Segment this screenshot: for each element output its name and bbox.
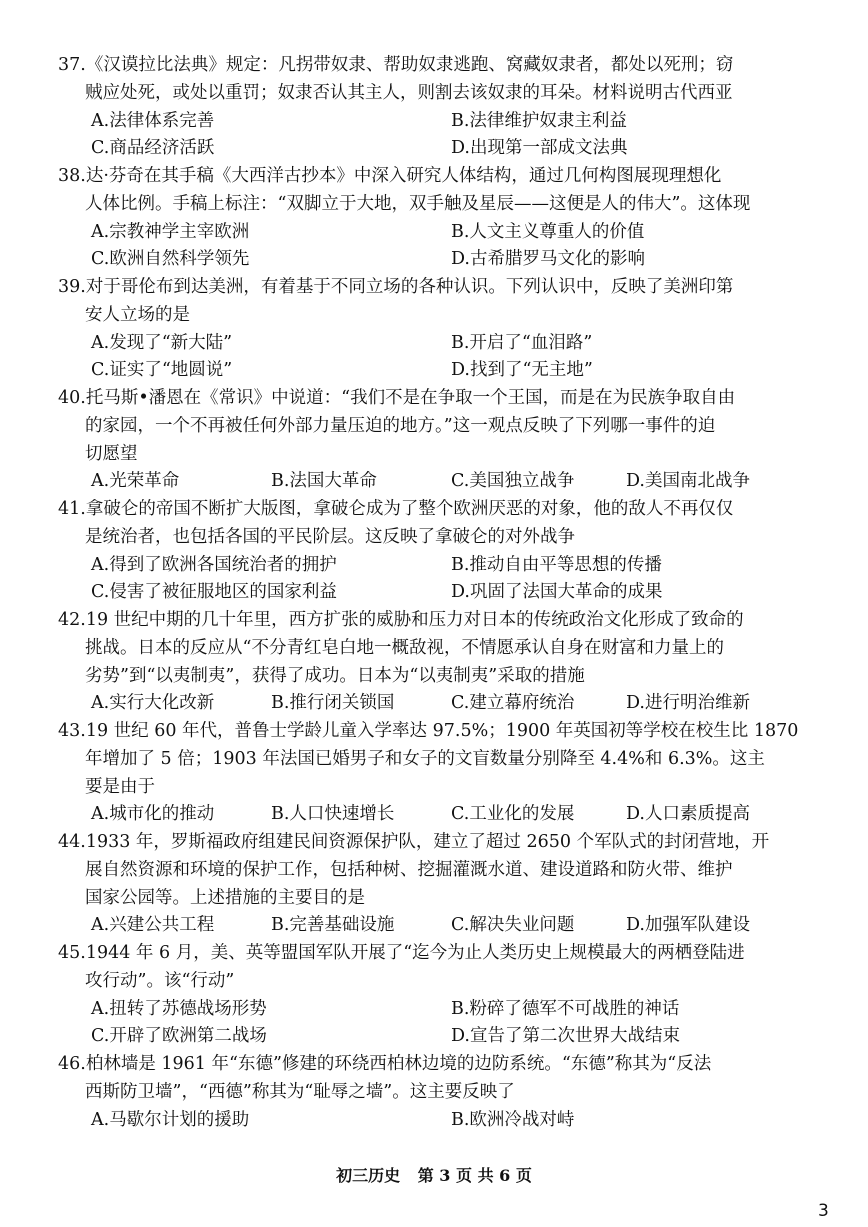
option-b[interactable]: B.人口快速增长: [271, 804, 395, 825]
question-text: 年增加了 5 倍；1903 年法国已婚男子和女子的文盲数量分别降至 4.4%和 6.3%。这主: [85, 748, 765, 769]
option-a[interactable]: A.城市化的推动: [91, 804, 215, 825]
option-c[interactable]: C.工业化的发展: [451, 804, 575, 825]
option-row: [58, 912, 803, 940]
option-d[interactable]: D.加强军队建设: [626, 915, 750, 936]
option-a[interactable]: A.光荣革命: [91, 471, 180, 492]
question-text: 要是由于: [85, 776, 155, 797]
option-d[interactable]: D.出现第一部成文法典: [451, 138, 628, 159]
option-row: [58, 579, 803, 607]
option-a[interactable]: A.实行大化改新: [91, 693, 215, 714]
question-text: 人体比例。手稿上标注：“双脚立于大地，双手触及星辰——这便是人的伟大”。这体现: [85, 193, 751, 214]
question-text: 西斯防卫墙”，“西德”称其为“耻辱之墙”。这主要反映了: [85, 1081, 515, 1102]
question-41: [58, 496, 803, 607]
question-text: 贼应处死，或处以重罚；奴隶否认其主人，则割去该奴隶的耳朵。材料说明古代西亚: [85, 82, 733, 103]
option-c[interactable]: C.建立幕府统治: [451, 693, 575, 714]
question-text: 45.1944 年 6 月，美、英等盟国军队开展了“迄今为止人类历史上规模最大的两栖登陆进: [58, 943, 745, 963]
question-text: 展自然资源和环境的保护工作，包括种树、挖掘灌溉水道、建设道路和防火带、维护: [85, 859, 733, 880]
question-39: [58, 274, 803, 385]
question-text: 挑战。日本的反应从“不分青红皂白地一概敌视，不情愿承认自身在财富和力量上的: [85, 637, 724, 658]
footer-page-info: 第 3 页 共 6 页: [417, 1166, 532, 1185]
question-text: 劣势”到“以夷制夷”，获得了成功。日本为“以夷制夷”采取的措施: [85, 665, 585, 686]
option-c[interactable]: C.侵害了被征服地区的国家利益: [91, 582, 337, 603]
question-38: [58, 163, 803, 274]
page-footer: [0, 1163, 868, 1186]
question-45: [58, 940, 803, 1051]
option-row: [58, 219, 803, 247]
corner-page-number: 3: [818, 1201, 829, 1221]
option-a[interactable]: A.法律体系完善: [91, 110, 215, 131]
option-d[interactable]: D.找到了“无主地”: [451, 360, 593, 381]
option-b[interactable]: B.完善基础设施: [271, 915, 395, 936]
option-d[interactable]: D.人口素质提高: [626, 804, 750, 825]
option-a[interactable]: A.兴建公共工程: [91, 915, 215, 936]
option-b[interactable]: B.法律维护奴隶主利益: [451, 110, 627, 131]
option-row: [58, 246, 803, 274]
option-c[interactable]: C.商品经济活跃: [91, 138, 215, 159]
option-a[interactable]: A.宗教神学主宰欧洲: [91, 221, 250, 242]
option-row: [58, 1107, 803, 1135]
question-text: 攻行动”。该“行动”: [85, 970, 235, 991]
question-text: 44.1933 年，罗斯福政府组建民间资源保护队，建立了超过 2650 个军队式的封闭营地，开: [58, 832, 770, 852]
question-37: [58, 52, 803, 163]
option-a[interactable]: A.马歇尔计划的援助: [91, 1109, 250, 1130]
option-c[interactable]: C.证实了“地圆说”: [91, 360, 233, 381]
option-row: [58, 468, 803, 496]
option-c[interactable]: C.开辟了欧洲第二战场: [91, 1026, 267, 1047]
question-40: [58, 385, 803, 496]
question-46: [58, 1051, 803, 1134]
question-text: 是统治者，也包括各国的平民阶层。这反映了拿破仑的对外战争: [85, 526, 575, 547]
option-b[interactable]: B.欧洲冷战对峙: [451, 1109, 575, 1130]
question-text: 39.对于哥伦布到达美洲，有着基于不同立场的各种认识。下列认识中，反映了美洲印第: [58, 277, 734, 297]
question-42: [58, 607, 803, 718]
option-a[interactable]: A.发现了“新大陆”: [91, 332, 233, 353]
option-d[interactable]: D.宣告了第二次世界大战结束: [451, 1026, 680, 1047]
option-b[interactable]: B.法国大革命: [271, 471, 377, 492]
option-b[interactable]: B.粉碎了德军不可战胜的神话: [451, 998, 680, 1019]
option-b[interactable]: B.推动自由平等思想的传播: [451, 554, 662, 575]
question-text: 40.托马斯•潘恩在《常识》中说道：“我们不是在争取一个王国，而是在为民族争取自由: [58, 388, 736, 408]
option-b[interactable]: B.开启了“血泪路”: [451, 332, 593, 353]
option-row: [58, 801, 803, 829]
option-d[interactable]: D.古希腊罗马文化的影响: [451, 249, 645, 270]
question-text: 安人立场的是: [85, 304, 190, 325]
question-43: [58, 718, 803, 829]
option-c[interactable]: C.欧洲自然科学领先: [91, 249, 250, 270]
option-row: [58, 330, 803, 358]
question-text: 的家园，一个不再被任何外部力量压迫的地方。”这一观点反映了下列哪一事件的迫: [85, 415, 716, 436]
option-row: [58, 996, 803, 1024]
question-44: [58, 829, 803, 940]
question-text: 41.拿破仑的帝国不断扩大版图，拿破仑成为了整个欧洲厌恶的对象，他的敌人不再仅仅: [58, 499, 734, 519]
footer-subject: 初三历史: [336, 1166, 401, 1185]
question-text: 42.19 世纪中期的几十年里，西方扩张的威胁和压力对日本的传统政治文化形成了致命的: [58, 610, 744, 630]
option-row: [58, 108, 803, 136]
option-row: [58, 135, 803, 163]
question-text: 46.柏林墙是 1961 年“东德”修建的环绕西柏林边境的边防系统。“东德”称其为“反法: [58, 1054, 712, 1074]
option-row: [58, 552, 803, 580]
option-b[interactable]: B.人文主义尊重人的价值: [451, 221, 645, 242]
question-text: 37.《汉谟拉比法典》规定：凡拐带奴隶、帮助奴隶逃跑、窝藏奴隶者，都处以死刑；窃: [58, 55, 734, 75]
question-text: 国家公园等。上述措施的主要目的是: [85, 887, 365, 908]
option-row: [58, 690, 803, 718]
option-a[interactable]: A.得到了欧洲各国统治者的拥护: [91, 554, 337, 575]
question-text: 切愿望: [85, 443, 138, 464]
option-c[interactable]: C.解决失业问题: [451, 915, 575, 936]
option-a[interactable]: A.扭转了苏德战场形势: [91, 998, 267, 1019]
option-c[interactable]: C.美国独立战争: [451, 471, 575, 492]
option-b[interactable]: B.推行闭关锁国: [271, 693, 395, 714]
option-d[interactable]: D.美国南北战争: [626, 471, 750, 492]
option-row: [58, 357, 803, 385]
option-row: [58, 1023, 803, 1051]
option-d[interactable]: D.巩固了法国大革命的成果: [451, 582, 663, 603]
question-text: 38.达·芬奇在其手稿《大西洋古抄本》中深入研究人体结构，通过几何构图展现理想化: [58, 166, 722, 186]
option-d[interactable]: D.进行明治维新: [626, 693, 750, 714]
question-text: 43.19 世纪 60 年代，普鲁士学龄儿童入学率达 97.5%；1900 年英国初等学校在校生比 1870: [58, 721, 799, 741]
